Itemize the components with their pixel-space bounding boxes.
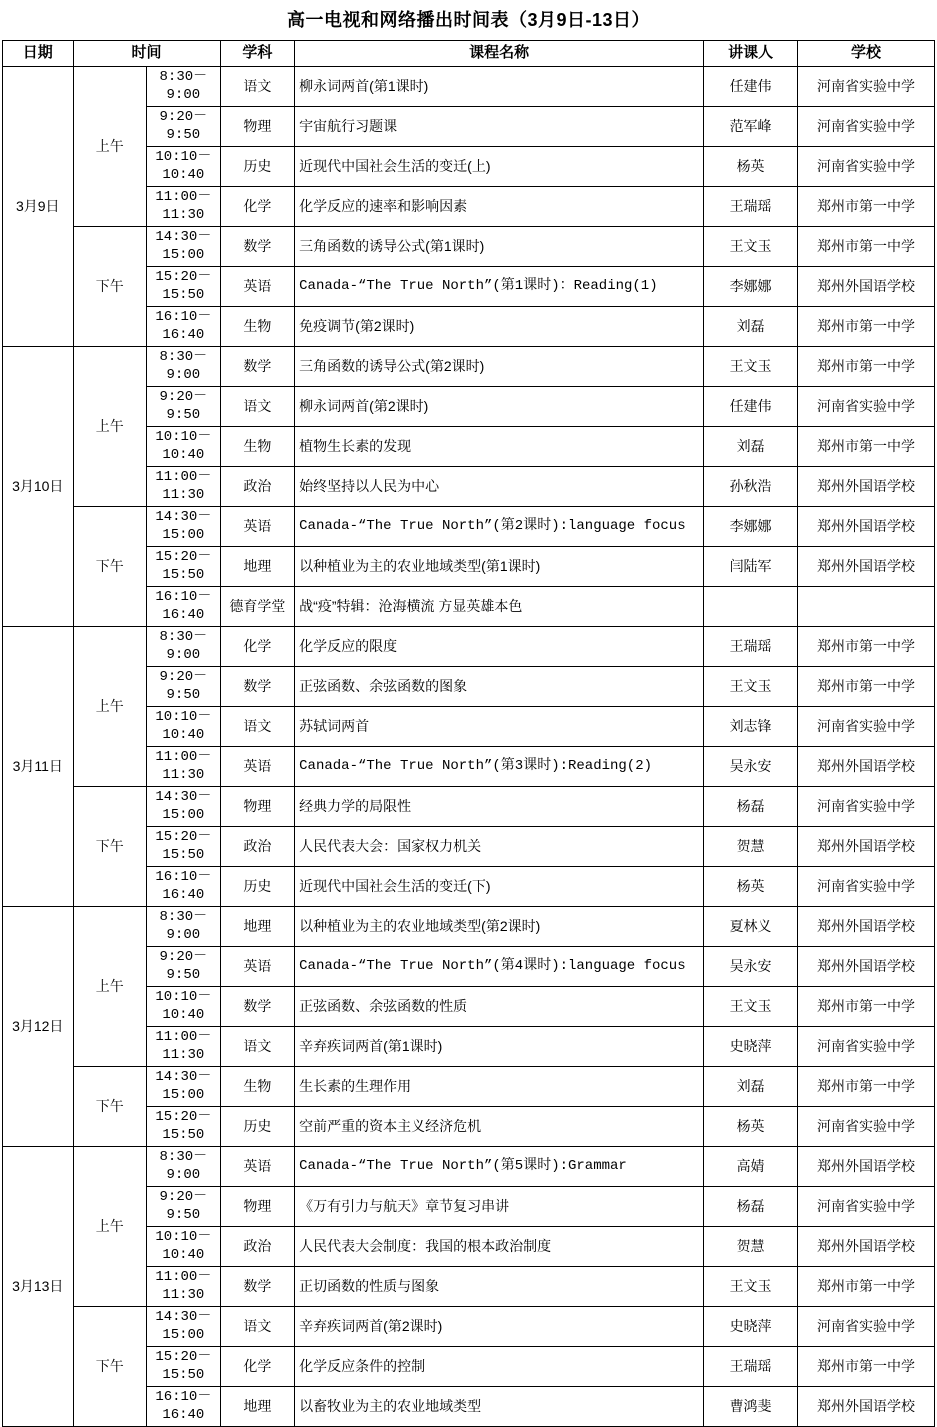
cell-teacher: 王文玉 xyxy=(704,347,798,387)
cell-time: 14:30－15:00 xyxy=(147,507,221,547)
cell-half-morning: 上午 xyxy=(73,1147,147,1307)
cell-date: 3月9日 xyxy=(3,67,74,347)
cell-school: 河南省实验中学 xyxy=(797,147,934,187)
cell-course: 以畜牧业为主的农业地域类型 xyxy=(295,1387,704,1427)
cell-subject: 物理 xyxy=(220,107,295,147)
cell-time: 9:20－9:50 xyxy=(147,667,221,707)
cell-course: Canada-“The True North”(第1课时)：Reading(1) xyxy=(295,267,704,307)
cell-time: 16:10－16:40 xyxy=(147,867,221,907)
cell-time: 15:20－15:50 xyxy=(147,547,221,587)
cell-school: 郑州外国语学校 xyxy=(797,947,934,987)
cell-subject: 物理 xyxy=(220,787,295,827)
cell-time: 10:10－10:40 xyxy=(147,427,221,467)
cell-teacher: 贺慧 xyxy=(704,1227,798,1267)
cell-date: 3月11日 xyxy=(3,627,74,907)
cell-course: 生长素的生理作用 xyxy=(295,1067,704,1107)
cell-subject: 地理 xyxy=(220,1387,295,1427)
cell-subject: 语文 xyxy=(220,387,295,427)
cell-course: 近现代中国社会生活的变迁(上) xyxy=(295,147,704,187)
cell-time: 14:30－15:00 xyxy=(147,227,221,267)
cell-teacher: 王瑞瑶 xyxy=(704,627,798,667)
cell-school: 郑州市第一中学 xyxy=(797,227,934,267)
cell-teacher: 杨磊 xyxy=(704,787,798,827)
cell-subject: 生物 xyxy=(220,307,295,347)
cell-time: 15:20－15:50 xyxy=(147,1107,221,1147)
cell-time: 8:30－9:00 xyxy=(147,627,221,667)
cell-course: 苏轼词两首 xyxy=(295,707,704,747)
cell-course: 化学反应条件的控制 xyxy=(295,1347,704,1387)
column-header-school: 学校 xyxy=(797,41,934,67)
cell-subject: 生物 xyxy=(220,1067,295,1107)
cell-time: 11:00－11:30 xyxy=(147,1267,221,1307)
cell-time: 14:30－15:00 xyxy=(147,787,221,827)
cell-teacher: 杨英 xyxy=(704,147,798,187)
cell-teacher: 史晓萍 xyxy=(704,1307,798,1347)
cell-time: 8:30－9:00 xyxy=(147,67,221,107)
cell-teacher: 王文玉 xyxy=(704,667,798,707)
cell-teacher: 刘志锋 xyxy=(704,707,798,747)
cell-subject: 地理 xyxy=(220,547,295,587)
cell-time: 8:30－9:00 xyxy=(147,907,221,947)
cell-course: 化学反应的速率和影响因素 xyxy=(295,187,704,227)
cell-course: 辛弃疾词两首(第2课时) xyxy=(295,1307,704,1347)
cell-teacher: 吴永安 xyxy=(704,947,798,987)
cell-subject: 英语 xyxy=(220,507,295,547)
cell-subject: 化学 xyxy=(220,187,295,227)
cell-half-afternoon: 下午 xyxy=(73,507,147,627)
cell-school: 河南省实验中学 xyxy=(797,787,934,827)
cell-half-afternoon: 下午 xyxy=(73,1307,147,1427)
cell-school: 郑州外国语学校 xyxy=(797,1227,934,1267)
cell-time: 11:00－11:30 xyxy=(147,187,221,227)
cell-time: 14:30－15:00 xyxy=(147,1067,221,1107)
column-header-time: 时间 xyxy=(73,41,220,67)
cell-course: 以种植业为主的农业地域类型(第1课时) xyxy=(295,547,704,587)
cell-course: 近现代中国社会生活的变迁(下) xyxy=(295,867,704,907)
cell-subject: 数学 xyxy=(220,987,295,1027)
cell-subject: 物理 xyxy=(220,1187,295,1227)
cell-half-afternoon: 下午 xyxy=(73,787,147,907)
cell-school: 郑州市第一中学 xyxy=(797,307,934,347)
cell-subject: 英语 xyxy=(220,947,295,987)
cell-teacher: 刘磊 xyxy=(704,427,798,467)
cell-half-afternoon: 下午 xyxy=(73,1067,147,1147)
cell-school: 河南省实验中学 xyxy=(797,1027,934,1067)
cell-school: 郑州外国语学校 xyxy=(797,1387,934,1427)
cell-school: 郑州市第一中学 xyxy=(797,427,934,467)
cell-teacher: 闫陆军 xyxy=(704,547,798,587)
cell-time: 11:00－11:30 xyxy=(147,467,221,507)
cell-school: 郑州市第一中学 xyxy=(797,1347,934,1387)
cell-teacher xyxy=(704,587,798,627)
cell-half-afternoon: 下午 xyxy=(73,227,147,347)
cell-teacher: 贺慧 xyxy=(704,827,798,867)
cell-time: 16:10－16:40 xyxy=(147,1387,221,1427)
cell-teacher: 杨磊 xyxy=(704,1187,798,1227)
cell-school: 郑州外国语学校 xyxy=(797,547,934,587)
table-row xyxy=(3,627,935,667)
cell-date: 3月12日 xyxy=(3,907,74,1147)
table-row xyxy=(3,1147,935,1187)
cell-course: 辛弃疾词两首(第1课时) xyxy=(295,1027,704,1067)
cell-teacher: 李娜娜 xyxy=(704,507,798,547)
cell-teacher: 刘磊 xyxy=(704,307,798,347)
cell-subject: 历史 xyxy=(220,867,295,907)
column-header-subject: 学科 xyxy=(220,41,295,67)
cell-teacher: 杨英 xyxy=(704,1107,798,1147)
cell-time: 15:20－15:50 xyxy=(147,1347,221,1387)
cell-teacher: 史晓萍 xyxy=(704,1027,798,1067)
cell-subject: 英语 xyxy=(220,747,295,787)
schedule-table xyxy=(2,40,935,1427)
cell-subject: 历史 xyxy=(220,147,295,187)
cell-teacher: 王文玉 xyxy=(704,227,798,267)
cell-school: 郑州市第一中学 xyxy=(797,1267,934,1307)
cell-course: 三角函数的诱导公式(第2课时) xyxy=(295,347,704,387)
table-header xyxy=(3,41,935,67)
cell-subject: 英语 xyxy=(220,1147,295,1187)
cell-course: 柳永词两首(第2课时) xyxy=(295,387,704,427)
cell-school: 郑州外国语学校 xyxy=(797,507,934,547)
cell-course: 《万有引力与航天》章节复习串讲 xyxy=(295,1187,704,1227)
cell-time: 10:10－10:40 xyxy=(147,147,221,187)
cell-school: 河南省实验中学 xyxy=(797,1307,934,1347)
cell-time: 16:10－16:40 xyxy=(147,307,221,347)
cell-school: 郑州市第一中学 xyxy=(797,627,934,667)
cell-time: 10:10－10:40 xyxy=(147,707,221,747)
cell-course: 植物生长素的发现 xyxy=(295,427,704,467)
column-header-teacher: 讲课人 xyxy=(704,41,798,67)
cell-school: 郑州市第一中学 xyxy=(797,187,934,227)
cell-course: 人民代表大会制度：我国的根本政治制度 xyxy=(295,1227,704,1267)
cell-time: 11:00－11:30 xyxy=(147,1027,221,1067)
cell-school: 郑州外国语学校 xyxy=(797,267,934,307)
column-header-course: 课程名称 xyxy=(295,41,704,67)
table-row xyxy=(3,1067,935,1107)
cell-subject: 生物 xyxy=(220,427,295,467)
cell-teacher: 刘磊 xyxy=(704,1067,798,1107)
header-row xyxy=(3,41,935,67)
cell-teacher: 李娜娜 xyxy=(704,267,798,307)
cell-course: 战“疫”特辑：沧海横流 方显英雄本色 xyxy=(295,587,704,627)
cell-time: 14:30－15:00 xyxy=(147,1307,221,1347)
cell-school: 郑州外国语学校 xyxy=(797,907,934,947)
cell-half-morning: 上午 xyxy=(73,907,147,1067)
cell-teacher: 王文玉 xyxy=(704,987,798,1027)
table-row xyxy=(3,227,935,267)
cell-school: 河南省实验中学 xyxy=(797,67,934,107)
cell-course: 正弦函数、余弦函数的性质 xyxy=(295,987,704,1027)
cell-subject: 地理 xyxy=(220,907,295,947)
table-row xyxy=(3,507,935,547)
cell-school: 河南省实验中学 xyxy=(797,1107,934,1147)
cell-course: 正弦函数、余弦函数的图象 xyxy=(295,667,704,707)
cell-time: 10:10－10:40 xyxy=(147,987,221,1027)
cell-time: 9:20－9:50 xyxy=(147,947,221,987)
cell-course: 空前严重的资本主义经济危机 xyxy=(295,1107,704,1147)
cell-teacher: 吴永安 xyxy=(704,747,798,787)
cell-school: 河南省实验中学 xyxy=(797,867,934,907)
cell-school: 郑州外国语学校 xyxy=(797,467,934,507)
table-row xyxy=(3,347,935,387)
cell-school: 河南省实验中学 xyxy=(797,707,934,747)
cell-course: Canada-“The True North”(第2课时):language focus xyxy=(295,507,704,547)
cell-time: 8:30－9:00 xyxy=(147,1147,221,1187)
cell-subject: 语文 xyxy=(220,67,295,107)
cell-course: 柳永词两首(第1课时) xyxy=(295,67,704,107)
cell-teacher: 孙秋浩 xyxy=(704,467,798,507)
cell-course: Canada-“The True North”(第4课时):language focus xyxy=(295,947,704,987)
table-body xyxy=(3,67,935,1427)
cell-time: 8:30－9:00 xyxy=(147,347,221,387)
cell-subject: 语文 xyxy=(220,1027,295,1067)
cell-school: 郑州市第一中学 xyxy=(797,987,934,1027)
cell-school: 河南省实验中学 xyxy=(797,107,934,147)
cell-subject: 政治 xyxy=(220,827,295,867)
cell-subject: 语文 xyxy=(220,1307,295,1347)
cell-course: 宇宙航行习题课 xyxy=(295,107,704,147)
table-row xyxy=(3,787,935,827)
cell-school: 河南省实验中学 xyxy=(797,1187,934,1227)
cell-school: 郑州市第一中学 xyxy=(797,667,934,707)
cell-half-morning: 上午 xyxy=(73,347,147,507)
cell-teacher: 曹鸿斐 xyxy=(704,1387,798,1427)
cell-school: 郑州市第一中学 xyxy=(797,1067,934,1107)
cell-teacher: 高婧 xyxy=(704,1147,798,1187)
cell-half-morning: 上午 xyxy=(73,627,147,787)
cell-course: 人民代表大会：国家权力机关 xyxy=(295,827,704,867)
cell-subject: 化学 xyxy=(220,627,295,667)
cell-time: 9:20－9:50 xyxy=(147,1187,221,1227)
cell-course: 三角函数的诱导公式(第1课时) xyxy=(295,227,704,267)
table-row xyxy=(3,907,935,947)
cell-date: 3月10日 xyxy=(3,347,74,627)
cell-school: 郑州外国语学校 xyxy=(797,747,934,787)
cell-course: 正切函数的性质与图象 xyxy=(295,1267,704,1307)
cell-course: Canada-“The True North”(第5课时):Grammar xyxy=(295,1147,704,1187)
cell-teacher: 范军峰 xyxy=(704,107,798,147)
cell-teacher: 夏林义 xyxy=(704,907,798,947)
cell-subject: 化学 xyxy=(220,1347,295,1387)
cell-school: 河南省实验中学 xyxy=(797,387,934,427)
cell-subject: 数学 xyxy=(220,347,295,387)
cell-subject: 政治 xyxy=(220,1227,295,1267)
column-header-date: 日期 xyxy=(3,41,74,67)
cell-teacher: 王瑞瑶 xyxy=(704,187,798,227)
cell-teacher: 任建伟 xyxy=(704,387,798,427)
cell-subject: 数学 xyxy=(220,227,295,267)
cell-time: 9:20－9:50 xyxy=(147,107,221,147)
cell-time: 16:10－16:40 xyxy=(147,587,221,627)
cell-course: 以种植业为主的农业地域类型(第2课时) xyxy=(295,907,704,947)
cell-school: 郑州市第一中学 xyxy=(797,347,934,387)
cell-school: 郑州外国语学校 xyxy=(797,827,934,867)
cell-teacher: 杨英 xyxy=(704,867,798,907)
cell-teacher: 王瑞瑶 xyxy=(704,1347,798,1387)
cell-subject: 数学 xyxy=(220,667,295,707)
cell-subject: 英语 xyxy=(220,267,295,307)
cell-course: 免疫调节(第2课时) xyxy=(295,307,704,347)
cell-subject: 数学 xyxy=(220,1267,295,1307)
cell-subject: 语文 xyxy=(220,707,295,747)
cell-time: 15:20－15:50 xyxy=(147,267,221,307)
table-row xyxy=(3,67,935,107)
cell-subject: 历史 xyxy=(220,1107,295,1147)
cell-school xyxy=(797,587,934,627)
cell-course: 化学反应的限度 xyxy=(295,627,704,667)
page-title: 高一电视和网络播出时间表（3月9日-13日） xyxy=(286,10,651,30)
cell-teacher: 王文玉 xyxy=(704,1267,798,1307)
cell-course: 始终坚持以人民为中心 xyxy=(295,467,704,507)
cell-half-morning: 上午 xyxy=(73,67,147,227)
cell-time: 15:20－15:50 xyxy=(147,827,221,867)
cell-subject: 德育学堂 xyxy=(220,587,295,627)
cell-time: 10:10－10:40 xyxy=(147,1227,221,1267)
cell-date: 3月13日 xyxy=(3,1147,74,1427)
cell-subject: 政治 xyxy=(220,467,295,507)
cell-time: 11:00－11:30 xyxy=(147,747,221,787)
cell-course: 经典力学的局限性 xyxy=(295,787,704,827)
table-row xyxy=(3,1307,935,1347)
cell-school: 郑州外国语学校 xyxy=(797,1147,934,1187)
cell-course: Canada-“The True North”(第3课时):Reading(2) xyxy=(295,747,704,787)
cell-time: 9:20－9:50 xyxy=(147,387,221,427)
cell-teacher: 任建伟 xyxy=(704,67,798,107)
